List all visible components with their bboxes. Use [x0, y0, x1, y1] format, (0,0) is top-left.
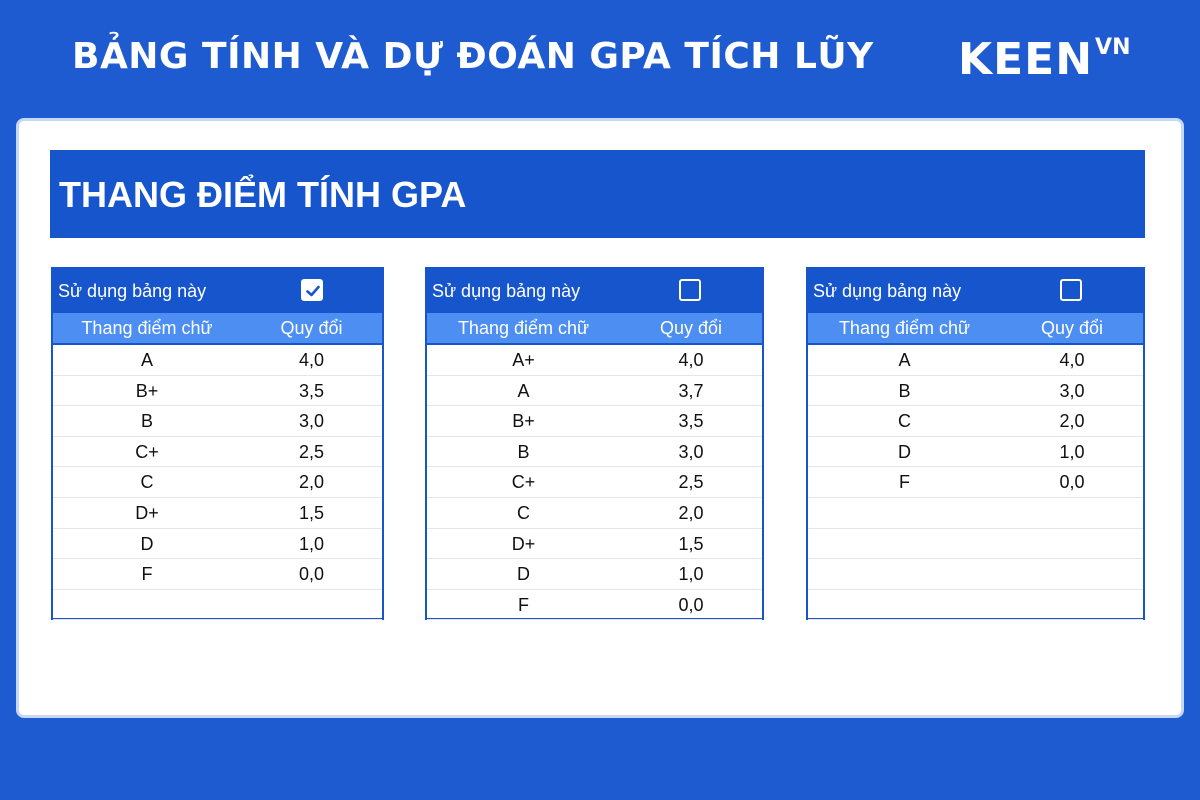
table-row — [808, 498, 1143, 529]
grade-letter: C — [140, 472, 154, 493]
table-row — [427, 590, 762, 621]
section-banner — [50, 150, 1145, 238]
table-row — [808, 559, 1143, 590]
grade-letter: C+ — [135, 441, 159, 462]
column-header-row — [427, 313, 762, 345]
grade-value: 4,0 — [1059, 350, 1085, 370]
table-row — [808, 467, 1143, 498]
grade-scale-table-1 — [51, 267, 384, 620]
column-header-letter: Thang điểm chữ — [81, 318, 213, 338]
grade-letter: A — [517, 380, 530, 401]
use-table-checkbox[interactable] — [1060, 279, 1082, 301]
content-card — [16, 118, 1184, 718]
grade-letter: F — [518, 594, 529, 615]
grade-value: 2,5 — [678, 472, 704, 493]
table-row — [808, 590, 1143, 621]
table-row — [808, 345, 1143, 376]
table-row — [808, 406, 1143, 437]
column-header-value: Quy đổi — [659, 318, 723, 338]
use-table-label: Sử dụng bảng này — [58, 281, 207, 301]
table-row — [427, 559, 762, 590]
table-header — [427, 269, 762, 313]
grade-value: 2,0 — [1059, 411, 1085, 432]
grade-scale-table-2 — [425, 267, 764, 620]
grade-value: 4,0 — [678, 350, 704, 370]
grade-letter: F — [899, 472, 910, 493]
grade-letter: D+ — [511, 533, 536, 554]
table-row — [427, 376, 762, 407]
brand-suffix: VN — [1095, 35, 1131, 60]
grade-letter: C+ — [511, 472, 536, 493]
grade-letter: B — [898, 380, 911, 401]
table-row — [53, 406, 382, 437]
use-table-label: Sử dụng bảng này — [813, 281, 962, 301]
grade-value: 3,5 — [678, 411, 704, 432]
table-header — [53, 269, 382, 313]
grade-value: 3,7 — [678, 380, 704, 401]
grade-value: 1,0 — [1059, 441, 1085, 462]
grade-letter: A+ — [512, 350, 535, 370]
grade-letter: B+ — [512, 411, 535, 432]
grade-value: 3,0 — [678, 441, 704, 462]
grade-letter: B+ — [135, 380, 159, 401]
grade-letter: B — [517, 441, 530, 462]
table-row — [427, 467, 762, 498]
grade-value: 0,0 — [678, 594, 704, 615]
grade-letter: D — [140, 533, 154, 554]
column-header-row — [53, 313, 382, 345]
grade-value: 0,0 — [1059, 472, 1085, 493]
use-table-checkbox[interactable] — [301, 279, 323, 301]
grade-letter: C — [517, 502, 530, 523]
grade-value: 0,0 — [298, 564, 325, 585]
table-row — [53, 376, 382, 407]
grade-letter: A — [140, 350, 153, 370]
checkmark-icon — [304, 282, 322, 300]
table-row — [427, 529, 762, 560]
grade-value: 2,0 — [678, 502, 704, 523]
table-row — [53, 590, 382, 621]
grade-letter: A — [898, 350, 911, 370]
use-table-label: Sử dụng bảng này — [432, 281, 581, 301]
grade-scale-table-3 — [806, 267, 1145, 620]
grade-value: 3,0 — [298, 411, 325, 432]
grade-value: 2,5 — [298, 441, 325, 462]
table-row — [53, 437, 382, 468]
table-row — [808, 437, 1143, 468]
grade-value: 1,0 — [678, 564, 704, 585]
grade-letter: B — [140, 411, 153, 432]
grade-value: 2,0 — [298, 472, 325, 493]
table-row — [808, 376, 1143, 407]
table-row — [427, 437, 762, 468]
use-table-checkbox[interactable] — [679, 279, 701, 301]
grade-value: 3,5 — [298, 380, 325, 401]
grade-value: 1,0 — [298, 533, 325, 554]
brand-logo — [958, 34, 1131, 85]
column-header-value: Quy đổi — [1040, 318, 1104, 338]
table-row — [427, 406, 762, 437]
table-row — [427, 498, 762, 529]
grade-value: 1,5 — [298, 502, 325, 523]
table-row — [53, 529, 382, 560]
table-header — [808, 269, 1143, 313]
section-title: THANG ĐIỂM TÍNH GPA — [59, 174, 467, 215]
page-title: BẢNG TÍNH VÀ DỰ ĐOÁN GPA TÍCH LŨY — [72, 36, 874, 77]
table-row — [53, 345, 382, 376]
grade-letter: D — [517, 564, 530, 585]
grade-letter: C — [898, 411, 911, 432]
table-row — [427, 345, 762, 376]
column-header-row — [808, 313, 1143, 345]
grade-value: 1,5 — [678, 533, 704, 554]
column-header-value: Quy đổi — [280, 318, 343, 338]
grade-value: 3,0 — [1059, 380, 1085, 401]
grade-letter: F — [141, 564, 153, 585]
table-row — [53, 498, 382, 529]
table-row — [53, 559, 382, 590]
column-header-letter: Thang điểm chữ — [838, 318, 971, 338]
table-row — [808, 529, 1143, 560]
table-row — [53, 467, 382, 498]
brand-name: KEEN — [958, 34, 1094, 85]
column-header-letter: Thang điểm chữ — [457, 318, 590, 338]
grade-letter: D+ — [135, 502, 159, 523]
grade-value: 4,0 — [298, 350, 325, 370]
grade-letter: D — [898, 441, 911, 462]
